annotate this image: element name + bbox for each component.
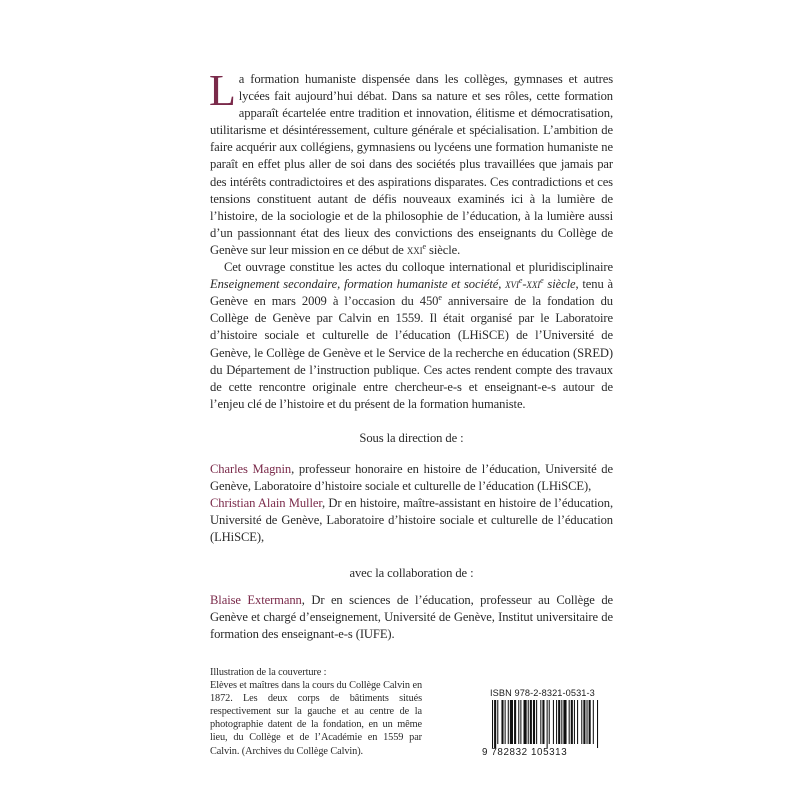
direction-label: Sous la direction de :: [359, 431, 464, 445]
authors-list: [210, 461, 613, 546]
summary-p2-start: Cet ouvrage constitue les actes du colloque international et pluridisciplinaire: [224, 260, 613, 275]
barcode-bar: [514, 700, 516, 744]
barcode-bar: [558, 700, 560, 744]
barcode-bar: [494, 700, 496, 748]
barcode-bar: [597, 700, 598, 748]
anniversary-sup: e: [438, 293, 442, 303]
summary-text: [209, 66, 613, 413]
summary-p1-end: siècle.: [426, 242, 461, 257]
barcode-icon: [482, 700, 610, 748]
barcode-bar: [505, 700, 506, 744]
barcode-bar: [497, 700, 498, 744]
barcode-bar: [574, 700, 575, 744]
summary-paragraph-1: [209, 66, 613, 259]
century-superscript: e: [422, 241, 426, 251]
summary-p1-text: a formation humaniste dispensée dans les collèges, gymnases et autres lycées fait aujourd’hui débat. Dans sa nature et ses rôles, cette formation apparaît écartelée entre tradition et innovation, élitisme et démocratisation, utilitarisme et désintéressement, culture générale et spécialisation. L’ambition de faire acquérir aux collégiens, gymnasiens ou lycéens une formation humaniste ne paraît en effet plus aller de soi dans des sociétés plus travaillées que jamais par des intérêts contradictoires et des aspirations disparates. Ces contradictions et ces tensions constituent autant de défis nouveaux examinés ici à la lumière de l’histoire, de la sociologie et de la philosophie de l’éducation, à la lumière aussi d’un passionnant état des lieux des convictions des enseignants du Collège de Genève sur leur mission en ce début de: [210, 72, 613, 257]
barcode-bar: [569, 700, 570, 744]
barcode-bar: [520, 700, 521, 744]
barcode-bar: [524, 700, 527, 744]
barcode-bar: [530, 700, 532, 744]
collaboration-label: avec la collaboration de :: [349, 566, 474, 580]
collaborator-name: Blaise Extermann: [210, 593, 302, 607]
barcode-bar: [583, 700, 585, 744]
caption-heading: Illustration de la couverture :: [210, 667, 327, 678]
cover-illustration-caption: [210, 666, 422, 758]
barcode-bar: [571, 700, 573, 744]
summary-paragraph-2: [210, 259, 613, 413]
barcode-bar: [510, 700, 513, 744]
caption-body: Elèves et maîtres dans la cours du Collège Calvin en 1872. Les deux corps de bâtiments situés respectivement sur la gauche et au centre de la photographie datent de la fondation, en un même lieu, du Collège et de l’Académie en 1559 par Calvin. (Archives du Collège Calvin).: [210, 680, 422, 757]
barcode-bar: [528, 700, 529, 744]
author-name: Christian Alain Muller: [210, 496, 322, 511]
drop-cap: L: [209, 66, 236, 115]
isbn-label: ISBN 978-2-8321-0531-3: [490, 688, 595, 698]
century-end-sup: e: [540, 275, 544, 285]
barcode-bar: [492, 700, 493, 748]
barcode-bar: [547, 700, 548, 748]
collaborator-entry: [210, 592, 613, 643]
barcode-bar: [542, 700, 544, 744]
isbn-barcode: [482, 688, 610, 760]
barcode-bar: [593, 700, 594, 744]
collaborator-paragraph: [210, 592, 613, 643]
summary-p2-rest: anniversaire de la fondation du Collège de Genève par Calvin en 1559. Il était organisé par le Laboratoire d’histoire sociale et culturelle de l’éducation (LHiSCE) de l’Université de Genève, le Collège de Genève et le Service de la recherche en éducation (SRED) du Département de l’instruction publique. Ces actes rendent compte des travaux de cette rencontre originale entre chercheur-e-s et enseignant-e-s autour de l’enjeu clé de l’histoire et du présent de la formation humaniste.: [210, 294, 613, 411]
barcode-bar: [501, 700, 503, 744]
century-dash: -: [522, 277, 527, 292]
author-description: , Dr en histoire, maître-assistant en histoire de l’éducation, Université de Genève, Laboratoire d’histoire sociale et culturelle de l’éducation (LHiSCE),: [210, 496, 613, 545]
collaborator-description: , Dr en sciences de l’éducation, professeur au Collège de Genève et chargé d’enseignement, Université de Genève, Institut universitaire de formation des enseignant-e-s (IUFE).: [210, 593, 614, 642]
century-numeral: xxi: [406, 242, 423, 257]
author-entry: [210, 495, 613, 546]
barcode-bar: [508, 700, 509, 744]
century-start-sup: e: [518, 275, 523, 285]
barcode-bar: [553, 700, 554, 744]
author-description: , professeur honoraire en histoire de l’éducation, Université de Genève, Laboratoire d’histoire sociale et culturelle de l’éducation (LHiSCE),: [210, 462, 613, 494]
barcode-bar: [540, 700, 541, 744]
barcode-bar: [589, 700, 591, 744]
barcode-bar: [577, 700, 578, 744]
barcode-digits: 9 782832 105313: [482, 747, 568, 758]
summary-p2-mid: , tenu à Genève en mars 2009 à l’occasion du 450: [210, 277, 613, 309]
author-name: Charles Magnin: [210, 462, 292, 476]
barcode-bar: [556, 700, 557, 744]
colloquium-title: Enseignement secondaire, formation humaniste et société,: [210, 277, 506, 292]
barcode-bar: [561, 700, 562, 744]
barcode-bar: [536, 700, 537, 744]
century-end: xxi: [526, 277, 541, 292]
barcode-bar: [563, 700, 566, 744]
barcode-bar: [533, 700, 535, 744]
barcode-bar: [587, 700, 588, 744]
barcode-bar: [549, 700, 550, 744]
author-entry: [210, 461, 613, 495]
century-word: siècle: [543, 277, 576, 292]
century-start: xvi: [505, 277, 519, 292]
barcode-bar: [581, 700, 582, 744]
barcode-bar: [518, 700, 519, 744]
